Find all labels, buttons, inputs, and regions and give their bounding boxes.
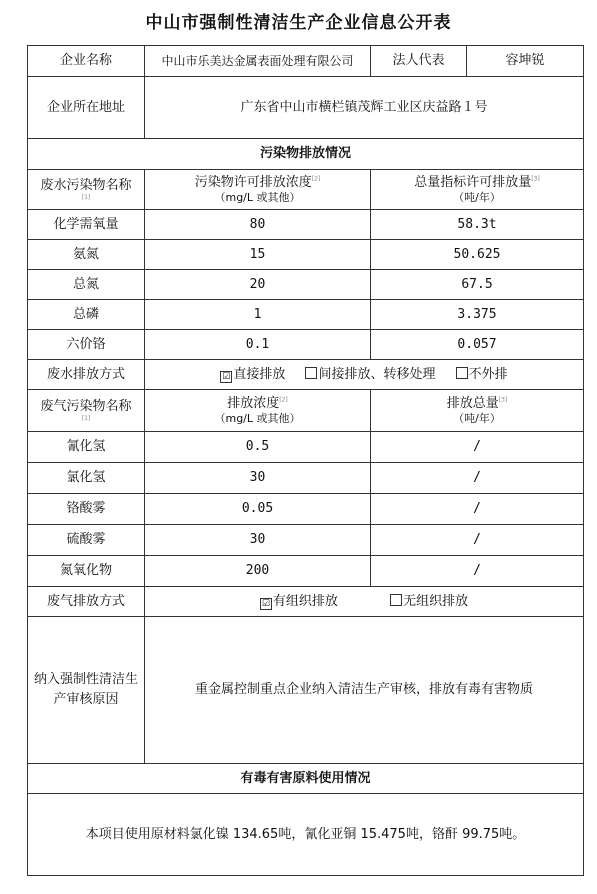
address-value: 广东省中山市横栏镇茂辉工业区庆益路１号 [145,77,584,139]
toxic-row [28,794,584,876]
gas-option-unorganized[interactable] [390,594,468,610]
gas-row [28,494,584,525]
gas-row [28,432,584,463]
gas-header-conc-text: 排放浓度 [227,395,280,411]
gas-discharge-mode-row [28,587,584,617]
water-header-conc [145,170,371,210]
company-name-label: 企业名称 [28,46,145,77]
gas-option-unorganized-label: 无组织排放 [403,593,469,609]
gas-pollutant-total: / [371,556,584,587]
water-discharge-mode-label: 废水排放方式 [28,360,145,390]
gas-header-conc [145,390,371,432]
gas-pollutant-conc: 30 [145,525,371,556]
water-pollutant-total: 67.5 [371,270,584,300]
reason-label: 纳入强制性清洁生产审核原因 [28,617,145,764]
gas-pollutant-name: 氯化氢 [28,463,145,494]
water-header-total [371,170,584,210]
water-header-name-text: 废水污染物名称 [40,177,132,193]
water-header-total-unit: （吨/年） [453,190,501,204]
gas-header-name [28,390,145,432]
gas-header-conc-unit: （mg/L 或其他） [214,411,301,425]
water-pollutant-total: 3.375 [371,300,584,330]
gas-discharge-mode-label: 废气排放方式 [28,587,145,617]
water-pollutant-total: 0.057 [371,330,584,360]
water-pollutant-conc: 80 [145,210,371,240]
info-table [27,45,584,876]
gas-pollutant-conc: 30 [145,463,371,494]
water-pollutant-name: 六价铬 [28,330,145,360]
gas-pollutant-name: 氰化氢 [28,432,145,463]
gas-pollutant-name: 氮氧化物 [28,556,145,587]
water-option-none[interactable] [456,367,508,383]
checkbox-checked-icon[interactable]: ☑ [261,598,270,609]
water-row [28,210,584,240]
water-option-indirect[interactable] [305,367,435,383]
legal-rep-label: 法人代表 [371,46,467,77]
address-label: 企业所在地址 [28,77,145,139]
reason-row [28,617,584,764]
water-pollutant-conc: 20 [145,270,371,300]
gas-pollutant-name: 硫酸雾 [28,525,145,556]
checkbox-unchecked-icon[interactable] [305,367,317,379]
water-header-conc-note: [2] [311,175,321,183]
water-header-total-text: 总量指标许可排放量 [414,174,532,190]
gas-pollutant-total: / [371,525,584,556]
address-row [28,77,584,139]
gas-row [28,463,584,494]
checkbox-unchecked-icon[interactable] [390,594,402,606]
gas-header-total-text: 排放总量 [446,395,499,411]
water-pollutant-total: 50.625 [371,240,584,270]
water-pollutant-conc: 0.1 [145,330,371,360]
water-header-row [28,170,584,210]
water-discharge-mode-row [28,360,584,390]
gas-pollutant-total: / [371,463,584,494]
reason-value: 重金属控制重点企业纳入清洁生产审核，排放有毒有害物质 [145,617,584,764]
gas-header-total-unit: （吨/年） [453,411,501,425]
legal-rep-value: 容坤锐 [467,46,584,77]
water-pollutant-name: 化学需氧量 [28,210,145,240]
water-option-direct-label: 直接排放 [233,366,286,382]
gas-header-name-note: [1] [81,414,91,422]
pollution-section-title: 污染物排放情况 [28,139,584,170]
checkbox-checked-icon[interactable]: ☑ [222,371,231,382]
water-pollutant-name: 氨氮 [28,240,145,270]
page-title: 中山市强制性清洁生产企业信息公开表 [145,13,452,33]
water-row [28,270,584,300]
water-row [28,330,584,360]
water-pollutant-conc: 15 [145,240,371,270]
toxic-section-title: 有毒有害原料使用情况 [28,764,584,794]
water-pollutant-name: 总氮 [28,270,145,300]
toxic-materials-text: 本项目使用原材料氯化镍 134.65吨，氰化亚铜 15.475吨，铬酐 99.75吨。 [28,794,584,876]
gas-discharge-options [145,587,584,617]
gas-pollutant-conc: 200 [145,556,371,587]
gas-row [28,525,584,556]
gas-pollutant-name: 铬酸雾 [28,494,145,525]
gas-option-organized[interactable] [260,594,338,610]
gas-header-conc-note: [2] [279,396,288,404]
water-pollutant-conc: 1 [145,300,371,330]
toxic-section-row [28,764,584,794]
gas-header-name-text: 废气污染物名称 [40,398,132,414]
gas-pollutant-conc: 0.05 [145,494,371,525]
water-option-none-label: 不外排 [468,366,508,382]
gas-header-total-note: [3] [498,396,508,404]
gas-pollutant-total: / [371,432,584,463]
checkbox-unchecked-icon[interactable] [456,367,468,379]
gas-header-total [371,390,584,432]
water-pollutant-name: 总磷 [28,300,145,330]
water-pollutant-total: 58.3t [371,210,584,240]
gas-row [28,556,584,587]
water-header-conc-text: 污染物许可排放浓度 [194,174,312,190]
gas-option-organized-label: 有组织排放 [272,593,338,609]
water-row [28,240,584,270]
gas-pollutant-total: / [371,494,584,525]
water-header-total-note: [3] [531,175,540,183]
water-header-name [28,170,145,210]
gas-header-row [28,390,584,432]
water-header-name-note: [1] [81,193,91,201]
water-discharge-options [145,360,584,390]
pollution-section-row [28,139,584,170]
water-row [28,300,584,330]
water-option-indirect-label: 间接排放、转移处理 [318,366,436,382]
company-name-value: 中山市乐美达金属表面处理有限公司 [145,46,371,77]
water-header-conc-unit: （mg/L 或其他） [214,190,301,204]
company-row [28,46,584,77]
gas-pollutant-conc: 0.5 [145,432,371,463]
water-option-direct[interactable] [220,367,285,383]
